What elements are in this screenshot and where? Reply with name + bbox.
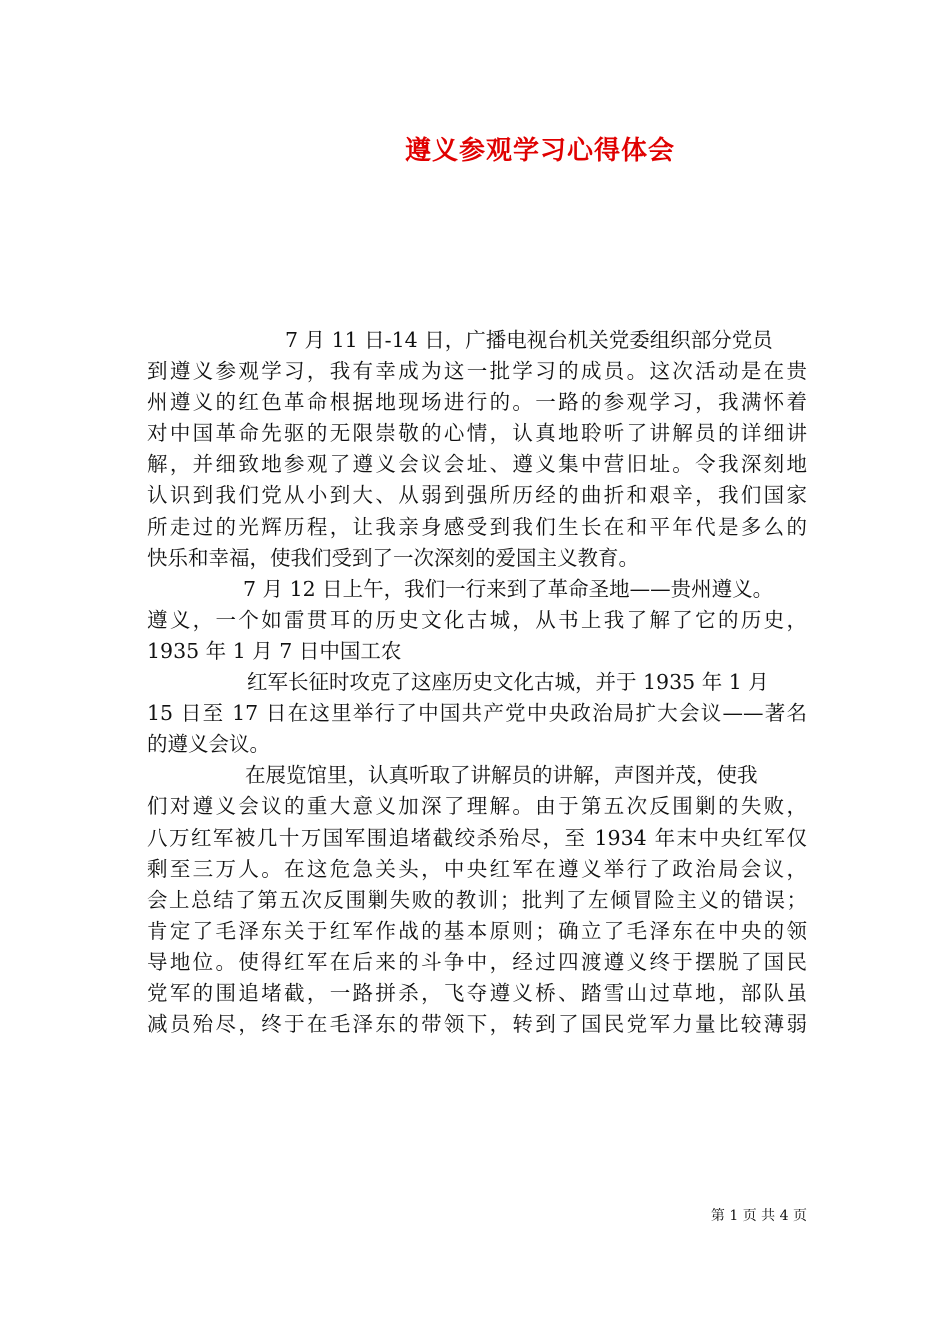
paragraph-line: 15 日至 17 日在这里举行了中国共产党中央政治局扩大会议——著名	[147, 701, 807, 726]
paragraph-2	[147, 574, 807, 667]
paragraph-line: 1935 年 1 月 7 日中国工农	[147, 638, 402, 663]
paragraph-line: 7 月 12 日上午，我们一行来到了革命圣地——贵州遵义。	[243, 576, 774, 601]
page-number-footer: 第 1 页 共 4 页	[710, 1208, 807, 1224]
paragraph-3	[147, 667, 807, 760]
paragraph-line: 的遵义会议。	[147, 732, 270, 757]
paragraph-1	[147, 325, 807, 574]
document-title: 遵义参观学习心得体会	[404, 136, 675, 166]
paragraph-line: 减员殆尽，终于在毛泽东的带领下，转到了国民党军力量比较薄弱	[147, 1012, 807, 1037]
paragraph-4	[147, 760, 807, 1040]
paragraph-line: 解，并细致地参观了遵义会议会址、遵义集中营旧址。令我深刻地	[147, 452, 807, 477]
paragraph-line: 到遵义参观学习，我有幸成为这一批学习的成员。这次活动是在贵	[147, 359, 807, 384]
paragraph-line: 剩至三万人。在这危急关头，中央红军在遵义举行了政治局会议，	[147, 856, 807, 881]
paragraph-line: 在展览馆里，认真听取了讲解员的讲解，声图并茂，使我	[245, 763, 758, 788]
paragraph-line: 党军的围追堵截，一路拼杀，飞夺遵义桥、踏雪山过草地，部队虽	[147, 980, 807, 1005]
paragraph-line: 遵义，一个如雷贯耳的历史文化古城，从书上我了解了它的历史，	[147, 607, 807, 632]
paragraph-line: 认识到我们党从小到大、从弱到强所历经的曲折和艰辛，我们国家	[147, 483, 807, 508]
paragraph-line: 所走过的光辉历程，让我亲身感受到我们生长在和平年代是多么的	[147, 514, 807, 539]
paragraph-line: 导地位。使得红军在后来的斗争中，经过四渡遵义终于摆脱了国民	[147, 949, 807, 974]
paragraph-line: 州遵义的红色革命根据地现场进行的。一路的参观学习，我满怀着	[147, 390, 807, 415]
paragraph-line: 会上总结了第五次反围剿失败的教训；批判了左倾冒险主义的错误；	[147, 887, 807, 912]
paragraph-line: 7 月 11 日-14 日，广播电视台机关党委组织部分党员	[285, 328, 773, 352]
paragraph-line: 对中国革命先驱的无限崇敬的心情，认真地聆听了讲解员的详细讲	[147, 421, 807, 446]
paragraph-line: 八万红军被几十万国军围追堵截绞杀殆尽，至 1934 年末中央红军仅	[147, 825, 807, 850]
paragraph-line: 们对遵义会议的重大意义加深了理解。由于第五次反围剿的失败，	[147, 794, 807, 819]
paragraph-line: 肯定了毛泽东关于红军作战的基本原则；确立了毛泽东在中央的领	[147, 918, 807, 943]
paragraph-line: 红军长征时攻克了这座历史文化古城，并于 1935 年 1 月	[247, 670, 769, 695]
document-body	[147, 325, 807, 1040]
paragraph-line: 快乐和幸福，使我们受到了一次深刻的爱国主义教育。	[147, 545, 639, 570]
